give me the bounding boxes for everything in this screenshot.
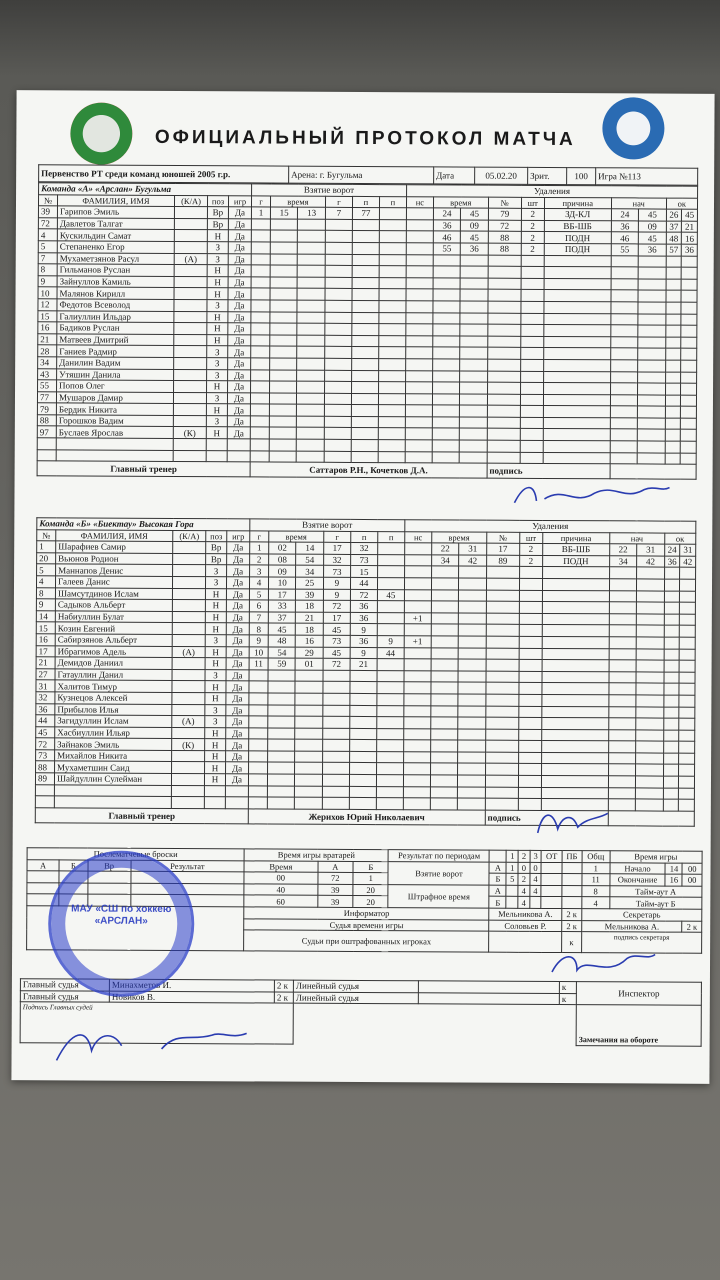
player-row: 9 Зайнуллов Камиль Н Да bbox=[38, 276, 697, 291]
team-a-table: Команда «А» «Арслан» Бугульма Взятие ворот Удаления № ФАМИЛИЯ, ИМЯ (К/А) поз игр г время г п п нс время № шт причина нач ок 39 Гарипов Эмиль Вр Да 1 15 13 7 77 24 45 79 2 ЗД-КЛ 24 45 26 45 72 Давлетов Талгат Вр Да 36 09 72 2 ВБ-ШБ 36 09 37 21 4 Кускильдин Самат Н Да 46 45 88 2 ПОДН 46 45 48 16 5 Степаненко Егор З Да 55 36 88 2 ПОДН 55 36 57 36 7 Мухаметзянов Расул (А) З Да 8 Гильманов Руслан Н Да 9 Зайнуллов Камиль Н Да 10 Малянов Кирилл Н Да 12 Федотов Всеволод З Да 15 Галиуллин Ильдар Н Да 16 Бадиков Руслан Н Да 21 Матвеев Дмитрий Н Да 28 Ганиев Радмир З Да 34 Данилин Вадим З Да 43 Утяшин Данила З Да 55 Попов Олег Н Да 77 Мушаров Дамир З Да 79 Бердик Никита Н Да 88 Горошков Вадим З Да 97 Буслаев Ярослав (К) Н Да Главный тренер Саттаров Р.Н., Кочетков Д.А. подпись bbox=[37, 182, 699, 480]
school-stamp: МАУ «СШ по хоккею «АРСЛАН» bbox=[48, 850, 195, 997]
player-row: 9 Садыков Альберт Н Да 6 33 18 72 36 bbox=[36, 599, 695, 614]
player-row: 21 Матвеев Дмитрий Н Да bbox=[38, 334, 697, 349]
player-row: 89 Шайдуллин Сулейман Н Да bbox=[35, 773, 694, 788]
player-row: 97 Буслаев Ярослав (К) Н Да bbox=[37, 426, 696, 441]
player-row: 28 Ганиев Радмир З Да bbox=[38, 345, 697, 360]
match-header: Первенство РТ среди команд юношей 2005 г.р. Арена: г. Бугульма Дата 05.02.20 Зрит. 100 Игра №113 bbox=[38, 164, 698, 185]
protocol-sheet bbox=[11, 90, 714, 1084]
coach-a-signature bbox=[504, 481, 674, 517]
secretary-signature bbox=[547, 948, 657, 986]
player-row: 4 Кускильдин Самат Н Да 46 45 88 2 ПОДН 46 45 48 16 bbox=[38, 229, 697, 244]
player-row: 21 Демидов Даниил Н Да 11 59 01 72 21 bbox=[36, 657, 695, 672]
player-row: 31 Халитов Тимур Н Да bbox=[36, 680, 695, 695]
player-row: 88 Горошков Вадим З Да bbox=[37, 415, 696, 430]
player-row: 45 Хасбиуллин Ильяр Н Да bbox=[36, 726, 695, 741]
player-row: 20 Вьюнов Родион Вр Да 2 08 54 32 73 34 42 89 2 ПОДН 34 42 36 42 bbox=[37, 553, 696, 568]
player-row: 14 Набиуллин Булат Н Да 7 37 21 17 36 +1 bbox=[36, 611, 695, 626]
player-row: 34 Данилин Вадим З Да bbox=[38, 357, 697, 372]
page-title: ОФИЦИАЛЬНЫЙ ПРОТОКОЛ МАТЧА bbox=[154, 126, 576, 151]
player-row: 8 Гильманов Руслан Н Да bbox=[38, 264, 697, 279]
player-row: 1 Шарафиев Самир Вр Да 1 02 14 17 32 22 31 17 2 ВБ-ШБ 22 31 24 31 bbox=[37, 541, 696, 556]
player-row: 39 Гарипов Эмиль Вр Да 1 15 13 7 77 24 45 79 2 ЗД-КЛ 24 45 26 45 bbox=[38, 206, 697, 221]
player-row: 12 Федотов Всеволод З Да bbox=[38, 299, 697, 314]
player-row: 43 Утяшин Данила З Да bbox=[38, 368, 697, 383]
team_b-title: Команда «Б» «Биектау» Высокая Гора bbox=[37, 518, 250, 531]
player-row: 72 Давлетов Талгат Вр Да 36 09 72 2 ВБ-ШБ 36 09 37 21 bbox=[38, 218, 697, 233]
summary-table: Послематчевые броски Время игры вратарей Результат по периодам 1 2 3 ОТ ПБ Общ Время игры А Б Вр Результат Время А Б Взятие ворот А 1 0 0 1 Начало 14 00 00 72 1 Б 5 2 4 11 Окончание 16 00 40 39 20 Штрафное время А 4 4 8 Тайм-аут А 60 39 20 Б 4 4 Тайм-аут Б Информатор Мельникова А. 2 к Секретарь Судья времени игры Соловьев Р. 2 к Мельникова А. 2 к Судьи при оштрафованных игроках к подпись секретаря bbox=[26, 847, 703, 954]
player-row: 4 Галеев Данис З Да 4 10 25 9 44 bbox=[36, 576, 695, 591]
player-row: 16 Сабирзянов Альберт З Да 9 48 16 73 36 9 +1 bbox=[36, 634, 695, 649]
player-row: 5 Степаненко Егор З Да 55 36 88 2 ПОДН 55 36 57 36 bbox=[38, 241, 697, 256]
match-date: 05.02.20 bbox=[475, 167, 528, 184]
referees-signature bbox=[51, 1020, 251, 1072]
player-row: 8 Шамсутдинов Ислам Н Да 5 17 39 9 72 45 bbox=[36, 587, 695, 602]
player-row: 7 Мухаметзянов Расул (А) З Да bbox=[38, 252, 697, 267]
player-row: 10 Малянов Кирилл Н Да bbox=[38, 287, 697, 302]
player-row: 72 Зайнаков Эмиль (К) Н Да bbox=[36, 738, 695, 753]
team_b-coach: Жерихов Юрий Николаевич bbox=[248, 809, 485, 825]
player-row: 16 Бадиков Руслан Н Да bbox=[38, 322, 697, 337]
arena: Арена: г. Бугульма bbox=[289, 166, 434, 184]
player-row: 55 Попов Олег Н Да bbox=[38, 380, 697, 395]
player-row: 73 Михайлов Никита Н Да bbox=[36, 750, 695, 765]
player-row: 5 Маннапов Денис З Да 3 09 34 73 15 bbox=[37, 564, 696, 579]
player-row: 17 Ибрагимов Адель (А) Н Да 10 54 29 45 9 44 bbox=[36, 645, 695, 660]
player-row: 79 Бердик Никита Н Да bbox=[37, 403, 696, 418]
team_a-coach: Саттаров Р.Н., Кочетков Д.А. bbox=[250, 462, 487, 478]
player-row: 77 Мушаров Дамир З Да bbox=[37, 391, 696, 406]
spectators: 100 bbox=[567, 168, 596, 185]
coach-b-signature bbox=[533, 805, 613, 842]
player-row: 32 Кузнецов Алексей Н Да bbox=[36, 692, 695, 707]
player-row: 15 Галиуллин Ильдар Н Да bbox=[38, 310, 697, 325]
team-b-table: Команда «Б» «Биектау» Высокая Гора Взятие ворот Удаления № ФАМИЛИЯ, ИМЯ (К/А) поз игр г время г п п нс время № шт причина нач ок 1 Шарафиев Самир Вр Да 1 02 14 17 32 22 31 17 2 ВБ-ШБ 22 31 24 31 20 Вьюнов Родион Вр Да 2 08 54 32 73 34 42 89 2 ПОДН 34 42 36 42 5 Маннапов Денис З Да 3 09 34 73 15 4 Галеев Данис З Да 4 10 25 9 44 8 Шамсутдинов Ислам Н Да 5 17 39 9 72 45 9 Садыков Альберт Н Да 6 33 18 72 36 14 Набиуллин Булат Н Да 7 37 21 17 36 +1 15 Козин Евгений Н Да 8 45 18 45 9 16 Сабирзянов Альберт З Да 9 48 16 73 36 9 +1 17 Ибрагимов Адель (А) Н Да 10 54 29 45 9 44 21 Демидов Даниил Н Да 11 59 01 72 21 27 Гатауллин Данил З Да 31 Халитов Тимур Н Да 32 Кузнецов Алексей Н Да 36 Прибылов Илья З Да 44 Загидуллин Ислам (А) З Да 45 Хасбиуллин Ильяр Н Да 72 Зайнаков Эмиль (К) Н Да 73 Михайлов Никита Н Да 88 Мухаметшин Саид Н Да 89 Шайдуллин Сулейман Н Да Главный тренер Жерихов Юрий Николаевич подпись bbox=[35, 517, 697, 826]
player-row: 36 Прибылов Илья З Да bbox=[36, 703, 695, 718]
game-number: Игра №113 bbox=[596, 168, 698, 186]
team_a-title: Команда «А» «Арслан» Бугульма bbox=[39, 183, 252, 196]
player-row: 15 Козин Евгений Н Да 8 45 18 45 9 bbox=[36, 622, 695, 637]
player-row: 44 Загидуллин Ислам (А) З Да bbox=[36, 715, 695, 730]
referees-table: Главный судья Минахметов И. 2 к Линейный судья к Инспектор Главный судья Новиков В. 2 к Линейный судья к Подпись Главных судей Замечания на обороте bbox=[20, 978, 702, 1047]
championship: Первенство РТ среди команд юношей 2005 г.р. bbox=[39, 165, 289, 183]
player-row: 88 Мухаметшин Саид Н Да bbox=[36, 761, 695, 776]
player-row: 27 Гатауллин Данил З Да bbox=[36, 669, 695, 684]
